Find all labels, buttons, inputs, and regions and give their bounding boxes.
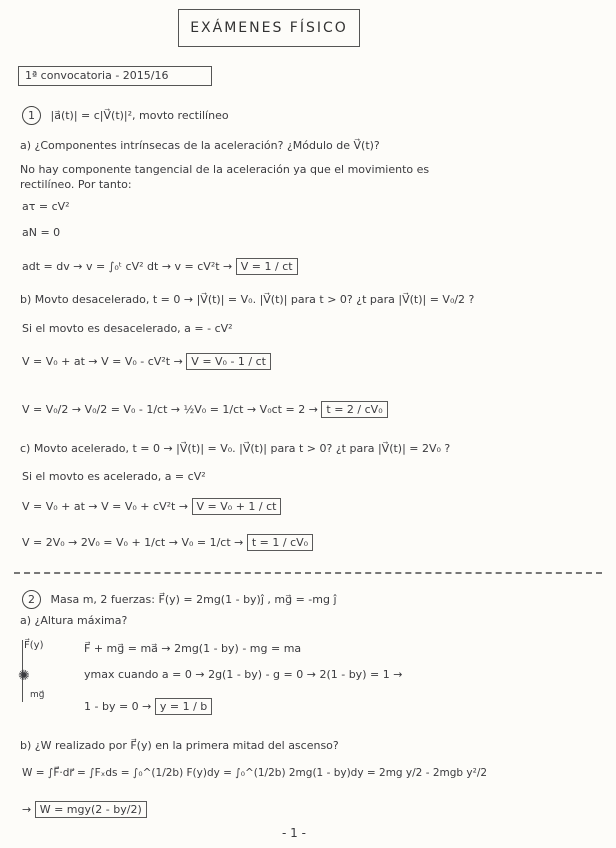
problem1-question-c: c) Movto acelerado, t = 0 → |V⃗(t)| = V₀. |V⃗(t)| para t > 0? ¿t para |V⃗(t)| = 2V₀ ? <box>20 442 451 455</box>
problem1-number: 1 <box>22 106 41 125</box>
page-number: - 1 - <box>282 826 306 840</box>
result-box-c1: V = V₀ + 1 / ct <box>192 498 282 515</box>
convocatoria-label <box>18 66 212 86</box>
page-title <box>178 9 360 47</box>
problem2-number: 2 <box>22 590 41 609</box>
problem1-question-b: b) Movto desacelerado, t = 0 → |V⃗(t)| = V₀. |V⃗(t)| para t > 0? ¿t para |V⃗(t)| = V₀/2 ? <box>20 293 475 306</box>
problem1-answer-a-line2: rectilíneo. Por tanto: <box>20 178 132 191</box>
equation-c2 <box>22 534 313 551</box>
result-box-work: W = mgy(2 - by/2) <box>35 801 147 818</box>
equation-p2-a2: ymax cuando a = 0 → 2g(1 - by) - g = 0 → 2(1 - by) = 1 → <box>84 668 403 681</box>
problem2-question-a: a) ¿Altura máxima? <box>20 614 128 627</box>
equation-normal: aN = 0 <box>22 226 61 239</box>
equation-b2 <box>22 401 388 418</box>
problem2-statement <box>22 590 337 609</box>
equation-p2-a3 <box>84 698 212 715</box>
force-label-f: F⃗(y) <box>24 640 44 651</box>
force-label-mg: mg⃗ <box>30 690 45 700</box>
problem1-answer-c-line1: Si el movto es acelerado, a = cV² <box>22 470 206 483</box>
problem2-statement-text: Masa m, 2 fuerzas: F⃗(y) = 2mg(1 - by)ĵ , mg⃗ = -mg ĵ <box>50 593 337 606</box>
equation-b2-text: V = V₀/2 → V₀/2 = V₀ - 1/ct → ½V₀ = 1/ct → V₀ct = 2 → <box>22 403 318 416</box>
result-box-ymax: y = 1 / b <box>155 698 212 715</box>
result-box-b2: t = 2 / cV₀ <box>321 401 387 418</box>
problem2-question-b: b) ¿W realizado por F⃗(y) en la primera mitad del ascenso? <box>20 739 339 752</box>
problem1-statement-text: |a⃗(t)| = c|V⃗(t)|², movto rectilíneo <box>50 109 229 122</box>
problem1-answer-b-line1: Si el movto es desacelerado, a = - cV² <box>22 322 233 335</box>
equation-integral <box>22 258 298 275</box>
equation-c1 <box>22 498 281 515</box>
equation-b1 <box>22 353 271 370</box>
mass-icon: ✺ <box>18 668 30 684</box>
equation-tangential: aτ = cV² <box>22 200 70 213</box>
equation-p2-a3-text: 1 - by = 0 → <box>84 700 152 713</box>
equation-integral-text: adt = dv → v = ∫₀ᵗ cV² dt → v = cV²t → <box>22 260 233 273</box>
page-title-text: EXÁMENES FÍSICO <box>190 20 348 36</box>
equation-p2-b2-text: → <box>22 803 32 816</box>
problem1-statement <box>22 106 229 125</box>
equation-c1-text: V = V₀ + at → V = V₀ + cV²t → <box>22 500 189 513</box>
equation-p2-b1: W = ∫F⃗·dr⃗ = ∫Fₓds = ∫₀^(1/2b) F(y)dy = ∫₀^(1/2b) 2mg(1 - by)dy = 2mg y/2 - 2mgb y²/2 <box>22 767 488 779</box>
equation-b1-text: V = V₀ + at → V = V₀ - cV²t → <box>22 355 183 368</box>
equation-p2-a1: F⃗ + mg⃗ = ma⃗ → 2mg(1 - by) - mg = ma <box>84 642 302 655</box>
result-box-b1: V = V₀ - 1 / ct <box>186 353 271 370</box>
equation-p2-b2 <box>22 801 147 818</box>
section-divider <box>14 572 602 574</box>
problem1-question-a: a) ¿Componentes intrínsecas de la aceleración? ¿Módulo de V⃗(t)? <box>20 139 380 152</box>
equation-c2-text: V = 2V₀ → 2V₀ = V₀ + 1/ct → V₀ = 1/ct → <box>22 536 244 549</box>
result-box-c2: t = 1 / cV₀ <box>247 534 313 551</box>
convocatoria-text: 1ª convocatoria - 2015/16 <box>25 69 169 82</box>
result-box-velocity: V = 1 / ct <box>236 258 298 275</box>
problem1-answer-a-line1: No hay componente tangencial de la aceleración ya que el movimiento es <box>20 163 430 176</box>
